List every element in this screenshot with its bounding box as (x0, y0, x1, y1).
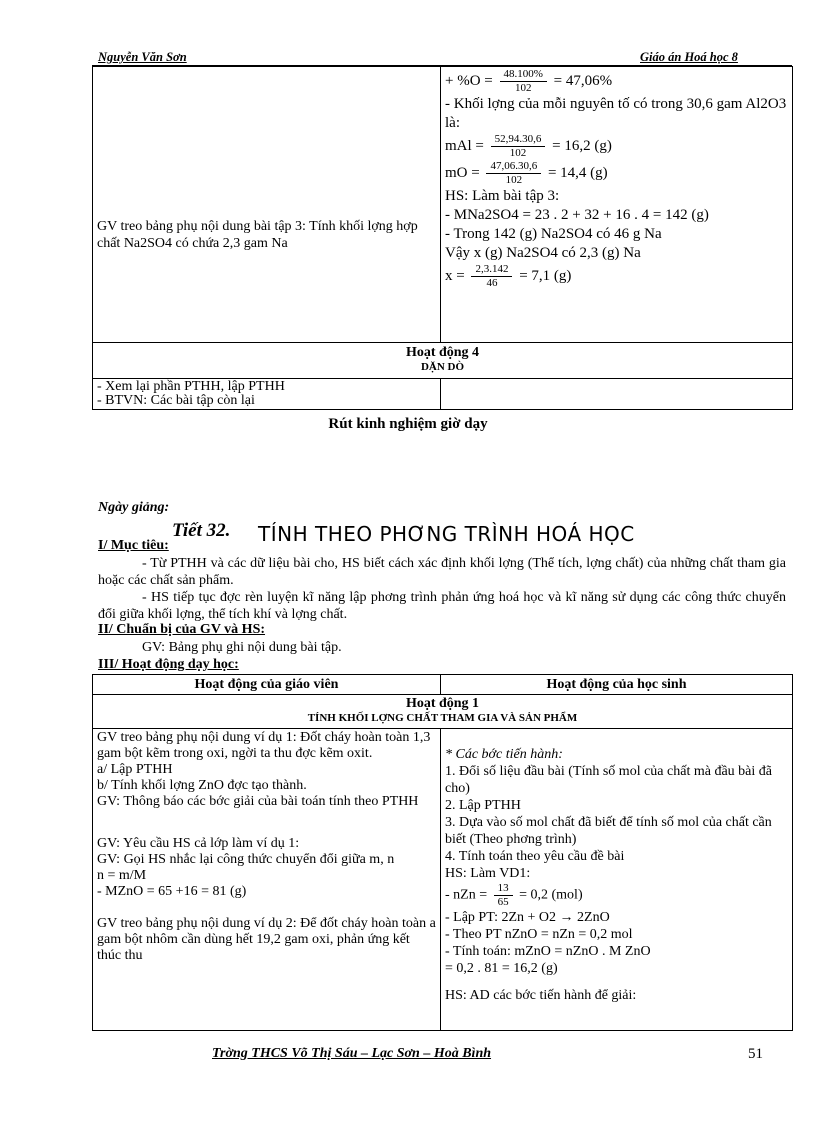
objective-1: - Từ PTHH và các dữ liệu bài cho, HS biết cách xác định khối lợng (Thể tích, lợng chất) của những chất tham gia hoặc các chất sản phẩm. (98, 556, 786, 588)
student-line: = 0,2 . 81 = 16,2 (g) (445, 961, 558, 976)
teacher-line: GV treo bảng phụ nội dung ví dụ 2: Để đốt cháy hoàn toàn a gam bột nhôm cần dùng hết 19,2 gam oxi, phản ứng kết thúc thu (97, 916, 436, 963)
student-line: HS: AD các bớc tiến hành để giải: (445, 988, 637, 1003)
student-line: - Tính toán: mZnO = nZnO . M ZnO (445, 944, 651, 959)
student-line: HS: Làm VD1: (445, 866, 531, 881)
table-cell-teacher: GV treo bảng phụ nội dung bài tập 3: Tính khối lợng hợp chất Na2SO4 có chứa 2,3 gam Na (93, 67, 441, 343)
date-label: Ngày giảng: (98, 500, 170, 515)
teacher-line: GV: Gọi HS nhắc lại công thức chuyển đổi giữa m, n (97, 852, 395, 867)
student-line: 4. Tính toán theo yêu cầu đề bài (445, 849, 625, 864)
line-142: - Trong 142 (g) Na2SO4 có 46 g Na (445, 226, 662, 242)
student-line: - Lập PT: 2Zn + O2 → 2ZnO (445, 910, 610, 925)
prep-heading: II/ Chuẩn bị của GV và HS: (98, 622, 266, 637)
table-cell-student (441, 67, 793, 343)
formula-m-al: mAl = $\frac{52,94.30,6}{102}$ = 16,2 (g) (445, 133, 612, 159)
activity1-header: Hoạt động 1 TÍNH KHỐI LỢNG CHẤT THAM GIA VÀ SẢN PHẨM (93, 695, 793, 729)
teacher-line: a/ Lập PTHH (97, 762, 173, 777)
objectives-block (98, 555, 786, 623)
teacher-line: GV: Thông báo các bớc giải của bài toán tính theo PTHH (97, 794, 419, 809)
line-x: Vậy x (g) Na2SO4 có 2,3 (g) Na (445, 245, 641, 261)
student-line: 1. Đổi số liệu đầu bài (Tính số mol của chất mà đầu bài đã cho) (445, 764, 772, 796)
student-line: * Các bớc tiến hành: (445, 747, 563, 762)
lesson-period: Tiết 32. (172, 520, 231, 541)
student-activity-cell (441, 729, 793, 1031)
teacher-line: b/ Tính khối lợng ZnO đợc tạo thành. (97, 778, 307, 793)
formula-x: x = $\frac{2,3.142}{46}$ = 7,1 (g) (445, 263, 572, 289)
activity4-header: Hoạt động 4 DẶN DÒ (93, 343, 793, 379)
objective-2: - HS tiếp tục đợc rèn luyện kĩ năng lập phơng trình phản ứng hoá học và kĩ năng sử dụng các công thức chuyển đổi giữa khối lợng, thể tích khí và lợng chất. (98, 590, 786, 622)
teacher-line: n = m/M (97, 868, 147, 883)
student-line: 3. Dựa vào số mol chất đã biết để tính số mol của chất cần biết (Theo phơng trình) (445, 815, 772, 847)
student-line: - Theo PT nZnO = nZn = 0,2 mol (445, 927, 633, 942)
col-header-teacher: Hoạt động của giáo viên (93, 675, 441, 695)
footer-school: Trờng THCS Võ Thị Sáu – Lạc Sơn – Hoà Bình (212, 1046, 492, 1061)
reflection-title: Rút kinh nghiệm giờ dạy (328, 416, 488, 432)
table-continuation (92, 66, 793, 410)
activities-heading: III/ Hoạt động dạy học: (98, 657, 239, 672)
activities-table (92, 674, 793, 1031)
teacher-line: - MZnO = 65 +16 = 81 (g) (97, 884, 247, 899)
formula-m-o: mO = $\frac{47,06.30,6}{102}$ = 14,4 (g) (445, 160, 608, 186)
col-header-student: Hoạt động của học sinh (441, 675, 793, 695)
header-author: Nguyễn Văn Sơn (98, 50, 187, 64)
page-number: 51 (748, 1046, 763, 1062)
student-line: 2. Lập PTHH (445, 798, 521, 813)
teacher-line: GV treo bảng phụ nội dung ví dụ 1: Đốt cháy hoàn toàn 1,3 gam bột kẽm trong oxi, ngời ta thu đợc kẽm oxit. (97, 730, 431, 761)
objectives-heading: I/ Mục tiêu: (98, 538, 169, 553)
homework-empty-cell (441, 379, 793, 410)
header-subject: Giáo án Hoá học 8 (640, 50, 738, 64)
prep-item-1: GV: Bảng phụ ghi nội dung bài tập. (142, 640, 342, 655)
teacher-line: GV: Yêu cầu HS cả lớp làm ví dụ 1: (97, 836, 300, 851)
teacher-activity-cell (93, 729, 441, 1031)
homework-cell: - Xem lại phần PTHH, lập PTHH - BTVN: Các bài tập còn lại (93, 379, 441, 410)
molar-mass: - MNa2SO4 = 23 . 2 + 32 + 16 . 4 = 142 (g) (445, 207, 709, 223)
hs-ex3: HS: Làm bài tập 3: (445, 188, 560, 204)
lesson-title: TÍNH THEO PHƠNG TRÌNH HOÁ HỌC (258, 522, 635, 546)
formula-n-zn: - nZn = $\frac{13}{65}$ = 0,2 (mol) (445, 882, 583, 908)
formula-pct-o: + %O = $\frac{48.100\%}{102}$ = 47,06% (445, 68, 613, 94)
mass-intro: - Khối lợng của mỗi nguyên tố có trong 30,6 gam Al2O3 là: (445, 96, 787, 131)
